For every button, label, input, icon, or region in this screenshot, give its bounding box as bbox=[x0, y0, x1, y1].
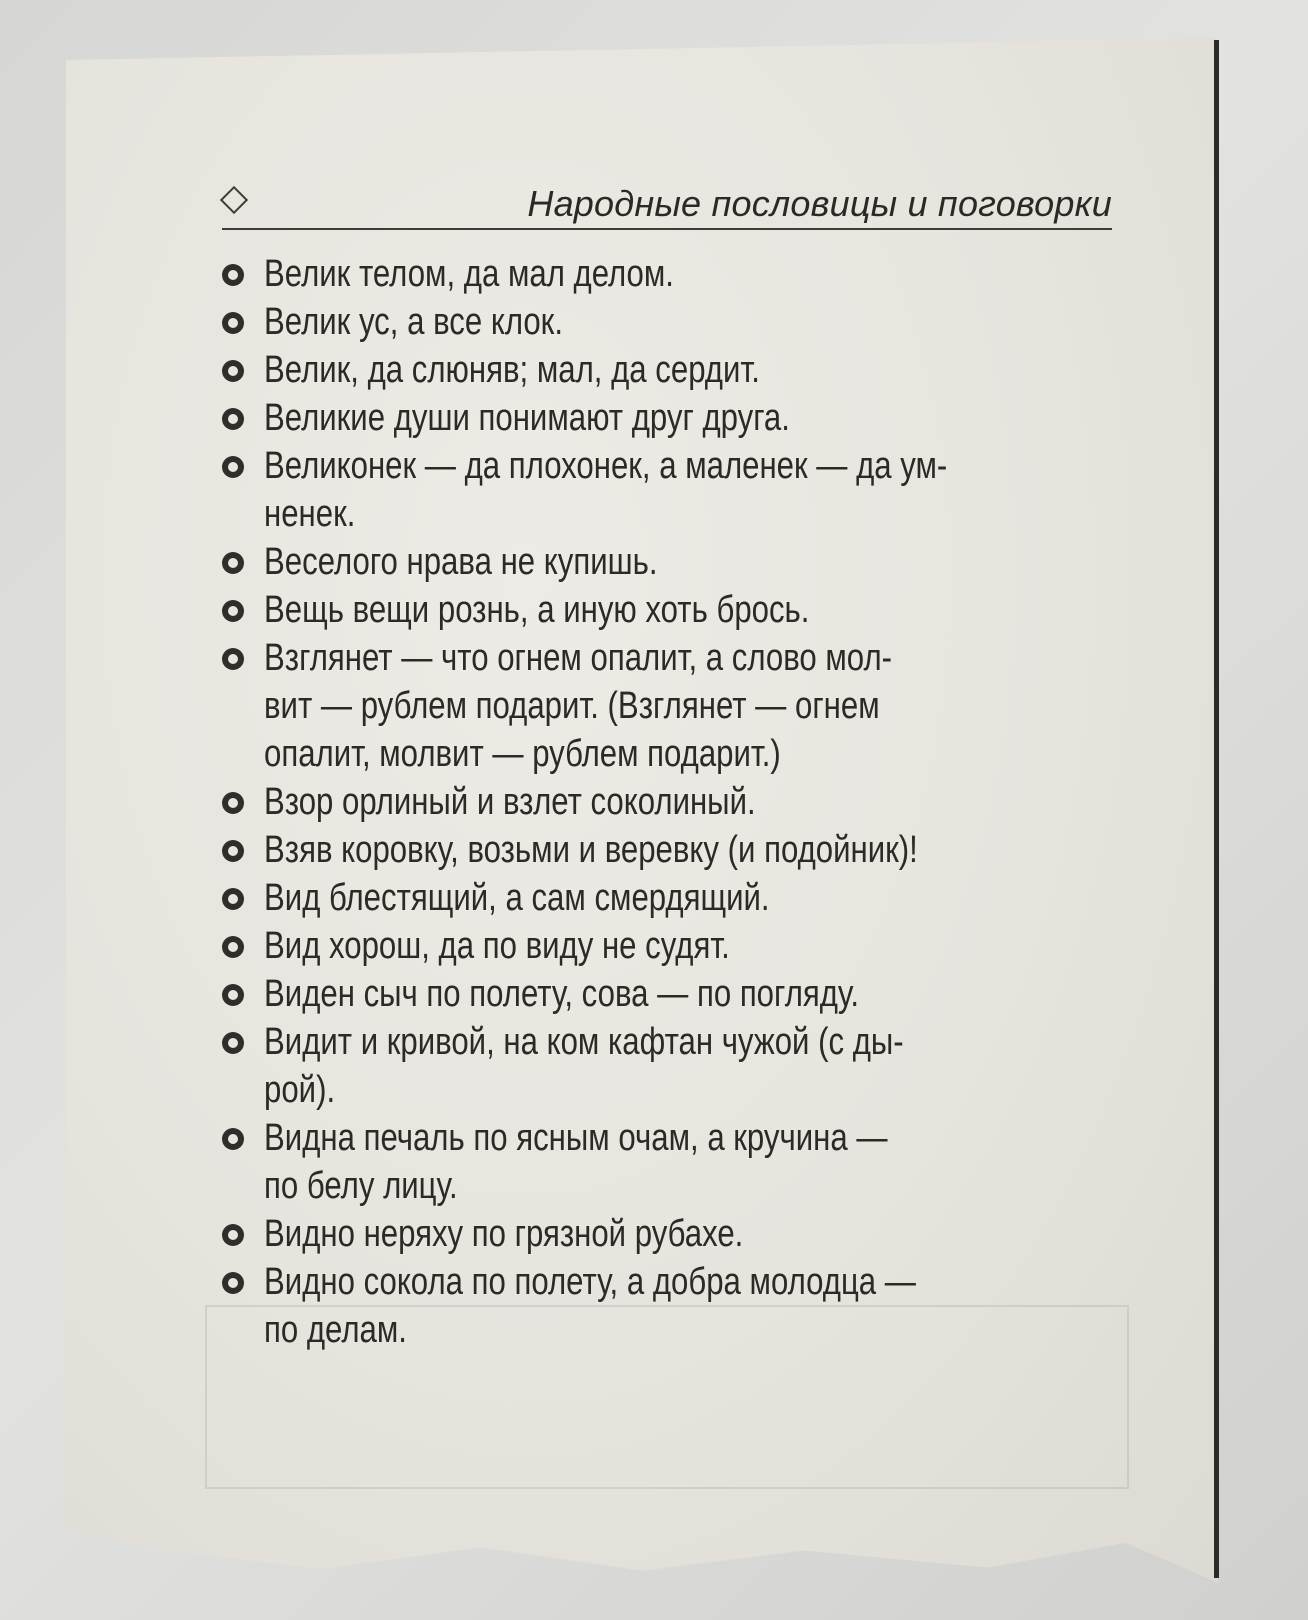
list-item bbox=[222, 346, 1102, 394]
flower-bullet-icon bbox=[222, 456, 244, 478]
list-item bbox=[222, 1258, 1102, 1354]
list-item bbox=[222, 586, 1102, 634]
proverb-line: Взор орлиный и взлет соколиный. bbox=[264, 781, 756, 823]
flower-bullet-icon bbox=[222, 360, 244, 382]
flower-bullet-icon bbox=[222, 1224, 244, 1246]
flower-bullet-icon bbox=[222, 936, 244, 958]
diamond-outline-icon bbox=[220, 186, 248, 214]
flower-bullet-icon bbox=[222, 648, 244, 670]
flower-bullet-icon bbox=[222, 1128, 244, 1150]
flower-bullet-icon bbox=[222, 408, 244, 430]
proverb-line-continued: по делам. bbox=[264, 1309, 407, 1351]
proverb-line: Видно сокола по полету, а добра молодца — bbox=[264, 1261, 916, 1303]
proverb-line: Вид блестящий, а сам смердящий. bbox=[264, 877, 770, 919]
list-item bbox=[222, 394, 1102, 442]
proverb-line-continued: по белу лицу. bbox=[264, 1165, 458, 1207]
list-item bbox=[222, 298, 1102, 346]
list-item bbox=[222, 1210, 1102, 1258]
section-title: Народные пословицы и поговорки bbox=[527, 183, 1112, 224]
list-item bbox=[222, 1114, 1102, 1210]
proverb-line: Взглянет — что огнем опалит, а слово мол- bbox=[264, 637, 893, 679]
proverb-line-continued: рой). bbox=[264, 1069, 336, 1111]
flower-bullet-icon bbox=[222, 1032, 244, 1054]
list-item bbox=[222, 250, 1102, 298]
list-item bbox=[222, 1018, 1102, 1114]
proverb-line: Велик телом, да мал делом. bbox=[264, 253, 674, 295]
proverb-line: Видна печаль по ясным очам, а кручина — bbox=[264, 1117, 888, 1159]
list-item bbox=[222, 634, 1102, 778]
list-item bbox=[222, 874, 1102, 922]
list-item bbox=[222, 826, 1102, 874]
flower-bullet-icon bbox=[222, 840, 244, 862]
list-item bbox=[222, 442, 1102, 538]
section-header bbox=[222, 180, 1112, 230]
proverb-line: Велик ус, а все клок. bbox=[264, 301, 563, 343]
proverb-line: Вещь вещи рознь, а иную хоть брось. bbox=[264, 589, 810, 631]
proverb-line: Видит и кривой, на ком кафтан чужой (с ды- bbox=[264, 1021, 904, 1063]
proverb-list bbox=[222, 250, 1102, 1354]
flower-bullet-icon bbox=[222, 552, 244, 574]
proverb-line-continued: вит — рублем подарит. (Взглянет — огнем bbox=[264, 685, 880, 727]
list-item bbox=[222, 970, 1102, 1018]
list-item bbox=[222, 778, 1102, 826]
flower-bullet-icon bbox=[222, 600, 244, 622]
proverb-line: Великие души понимают друг друга. bbox=[264, 397, 790, 439]
proverb-line: Веселого нрава не купишь. bbox=[264, 541, 658, 583]
flower-bullet-icon bbox=[222, 984, 244, 1006]
proverb-line: Вид хорош, да по виду не судят. bbox=[264, 925, 730, 967]
proverb-line: Великонек — да плохонек, а маленек — да ум- bbox=[264, 445, 948, 487]
flower-bullet-icon bbox=[222, 888, 244, 910]
flower-bullet-icon bbox=[222, 792, 244, 814]
list-item bbox=[222, 538, 1102, 586]
proverb-line: Взяв коровку, возьми и веревку (и подойник)! bbox=[264, 829, 918, 871]
paper-shadow-edge bbox=[1214, 40, 1219, 1578]
proverb-line-continued: ненек. bbox=[264, 493, 356, 535]
flower-bullet-icon bbox=[222, 312, 244, 334]
proverb-line-continued: опалит, молвит — рублем подарит.) bbox=[264, 733, 781, 775]
flower-bullet-icon bbox=[222, 1272, 244, 1294]
proverb-line: Виден сыч по полету, сова — по погляду. bbox=[264, 973, 860, 1015]
proverb-line: Велик, да слюняв; мал, да сердит. bbox=[264, 349, 760, 391]
list-item bbox=[222, 922, 1102, 970]
flower-bullet-icon bbox=[222, 264, 244, 286]
proverb-line: Видно неряху по грязной рубахе. bbox=[264, 1213, 744, 1255]
